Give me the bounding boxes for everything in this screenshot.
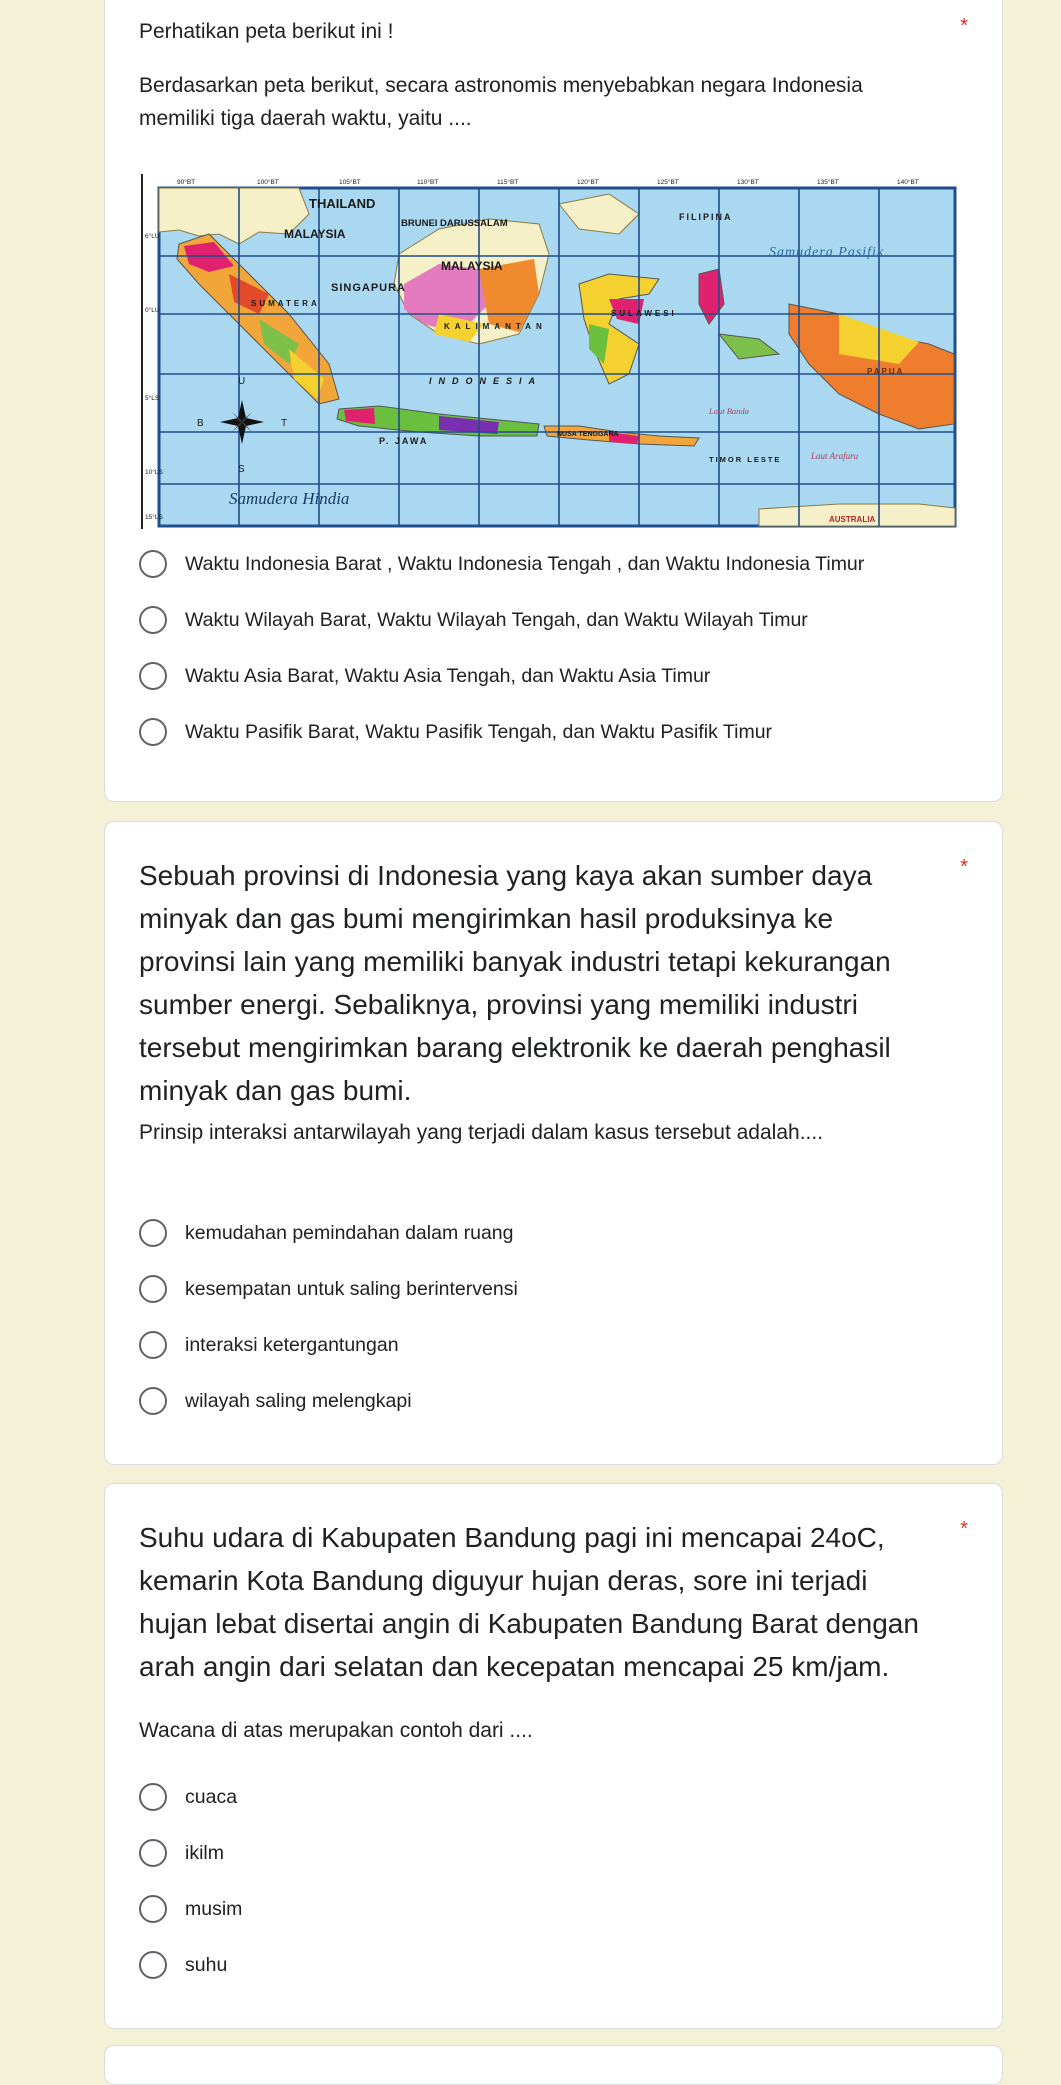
map-label-kalimantan: KALIMANTAN (444, 322, 547, 331)
option-label: kemudahan pemindahan dalam ruang (185, 1221, 514, 1244)
option-radio[interactable] (139, 1218, 513, 1248)
map-label-jawa: P. JAWA (379, 436, 429, 446)
question-description: Wacana di atas merupakan contoh dari .... (139, 1719, 533, 1742)
question-title (139, 1516, 919, 1688)
required-asterisk: * (960, 1518, 968, 1540)
question-title-line: minyak dan gas bumi. (139, 1075, 412, 1106)
option-radio[interactable] (139, 1274, 518, 1304)
question-card-2 (104, 821, 1003, 1465)
map-label-thailand: THAILAND (309, 196, 376, 211)
required-asterisk: * (960, 856, 968, 878)
map-label-malaysia-east: MALAYSIA (441, 259, 503, 273)
question-description: Prinsip interaksi antarwilayah yang terjadi dalam kasus tersebut adalah.... (139, 1121, 824, 1144)
radio-circle-icon[interactable] (139, 1387, 167, 1415)
map-longitude-label: 115°BT (497, 179, 519, 186)
map-longitude-label: 140°BT (897, 179, 919, 186)
radio-circle-icon[interactable] (139, 550, 167, 578)
map-longitude-label: 125°BT (657, 179, 679, 186)
map-label-samudera-pasifik: Samudera Pasifik (769, 245, 885, 260)
radio-circle-icon[interactable] (139, 1839, 167, 1867)
map-label-laut-arafuru: Laut Arafuru (811, 451, 859, 461)
compass-north: U (238, 376, 246, 387)
option-radio[interactable] (139, 605, 808, 635)
map-latitude-label: 0°LU (145, 307, 160, 314)
map-latitude-label: 5°LS (145, 395, 160, 402)
map-latitude-label: 10°LS (145, 469, 163, 476)
question-title-line: Suhu udara di Kabupaten Bandung pagi ini mencapai 24oC, (139, 1522, 885, 1553)
map-latitude-label: 15°LS (145, 514, 163, 521)
option-label: wilayah saling melengkapi (185, 1389, 412, 1412)
option-label: kesempatan untuk saling berintervensi (185, 1277, 518, 1300)
map-longitude-label: 135°BT (817, 179, 839, 186)
map-label-samudera-hindia: Samudera Hindia (229, 489, 350, 508)
map-label-nusa-tenggara: NUSA TENGGARA (557, 431, 619, 438)
question-description: Berdasarkan peta berikut, secara astronomis menyebabkan negara Indonesia memiliki tiga daerah waktu, yaitu .... (139, 74, 863, 130)
map-longitude-label: 90°BT (177, 179, 196, 186)
question-title (139, 854, 891, 1112)
radio-circle-icon[interactable] (139, 1783, 167, 1811)
option-radio[interactable] (139, 1894, 242, 1924)
option-label: cuaca (185, 1785, 238, 1808)
question-card-3 (104, 1483, 1003, 2029)
option-label: Waktu Asia Barat, Waktu Asia Tengah, dan Waktu Asia Timur (185, 664, 711, 687)
compass-east: T (281, 418, 288, 429)
option-radio[interactable] (139, 1950, 227, 1980)
option-radio[interactable] (139, 1330, 399, 1360)
question-title-line: provinsi lain yang memiliki banyak industri tetapi kekurangan (139, 946, 891, 977)
option-label: Waktu Wilayah Barat, Waktu Wilayah Tengah, dan Waktu Wilayah Timur (185, 608, 808, 631)
radio-circle-icon[interactable] (139, 1895, 167, 1923)
option-radio[interactable] (139, 717, 772, 747)
question-title: Perhatikan peta berikut ini ! (139, 20, 394, 43)
option-radio[interactable] (139, 1782, 237, 1812)
question-title-line: hujan lebat disertai angin di Kabupaten Bandung Barat dengan (139, 1608, 919, 1639)
radio-circle-icon[interactable] (139, 606, 167, 634)
map-longitude-label: 120°BT (577, 179, 599, 186)
question-title-line: sumber energi. Sebaliknya, provinsi yang memiliki industri (139, 989, 858, 1020)
radio-circle-icon[interactable] (139, 1951, 167, 1979)
radio-circle-icon[interactable] (139, 1331, 167, 1359)
map-label-singapura: SINGAPURA (331, 282, 407, 294)
map-label-indonesia: INDONESIA (429, 376, 543, 386)
map-label-brunei: BRUNEI DARUSSALAM (401, 218, 508, 229)
map-longitude-label: 100°BT (257, 179, 279, 186)
option-radio[interactable] (139, 549, 864, 579)
option-label: suhu (185, 1953, 228, 1976)
question-card-4-partial (104, 2045, 1003, 2085)
map-label-australia: AUSTRALIA (829, 515, 876, 524)
question-title-line: tersebut mengirimkan barang elektronik ke daerah penghasil (139, 1032, 891, 1063)
option-radio[interactable] (139, 661, 710, 691)
question-title-line: arah angin dari selatan dan kecepatan mencapai 25 km/jam. (139, 1651, 890, 1682)
option-radio[interactable] (139, 1386, 412, 1416)
map-label-papua: PAPUA (867, 367, 905, 376)
radio-circle-icon[interactable] (139, 718, 167, 746)
question-title-line: minyak dan gas bumi mengirimkan hasil produksinya ke (139, 903, 834, 934)
option-label: ikilm (185, 1841, 224, 1864)
map-label-filipina: FILIPINA (679, 212, 733, 222)
map-label-sumatera: SUMATERA (251, 299, 320, 308)
option-label: Waktu Pasifik Barat, Waktu Pasifik Tengah, dan Waktu Pasifik Timur (185, 720, 773, 743)
option-radio[interactable] (139, 1838, 224, 1868)
question-title-line: kemarin Kota Bandung diguyur hujan deras, sore ini terjadi (139, 1565, 868, 1596)
compass-west: B (197, 418, 204, 429)
required-asterisk: * (960, 15, 968, 37)
option-label: musim (185, 1897, 243, 1920)
map-latitude-label: 6°LU (145, 233, 160, 240)
question-card-1 (104, 0, 1003, 802)
map-label-timor-leste: TIMOR LESTE (709, 455, 782, 464)
map-longitude-label: 130°BT (737, 179, 759, 186)
map-label-sulawesi: SULAWESI (611, 309, 677, 318)
map-longitude-label: 105°BT (339, 179, 361, 186)
option-label: Waktu Indonesia Barat , Waktu Indonesia Tengah , dan Waktu Indonesia Timur (185, 552, 865, 575)
radio-circle-icon[interactable] (139, 1275, 167, 1303)
compass-south: S (238, 464, 245, 475)
map-label-malaysia: MALAYSIA (284, 227, 346, 241)
map-longitude-label: 110°BT (417, 179, 439, 186)
option-label: interaksi ketergantungan (185, 1333, 399, 1356)
radio-circle-icon[interactable] (139, 1219, 167, 1247)
indonesia-map-image (139, 174, 965, 529)
radio-circle-icon[interactable] (139, 662, 167, 690)
map-label-laut-banda: Laut Banda (709, 406, 749, 416)
question-title-line: Sebuah provinsi di Indonesia yang kaya akan sumber daya (139, 860, 873, 891)
